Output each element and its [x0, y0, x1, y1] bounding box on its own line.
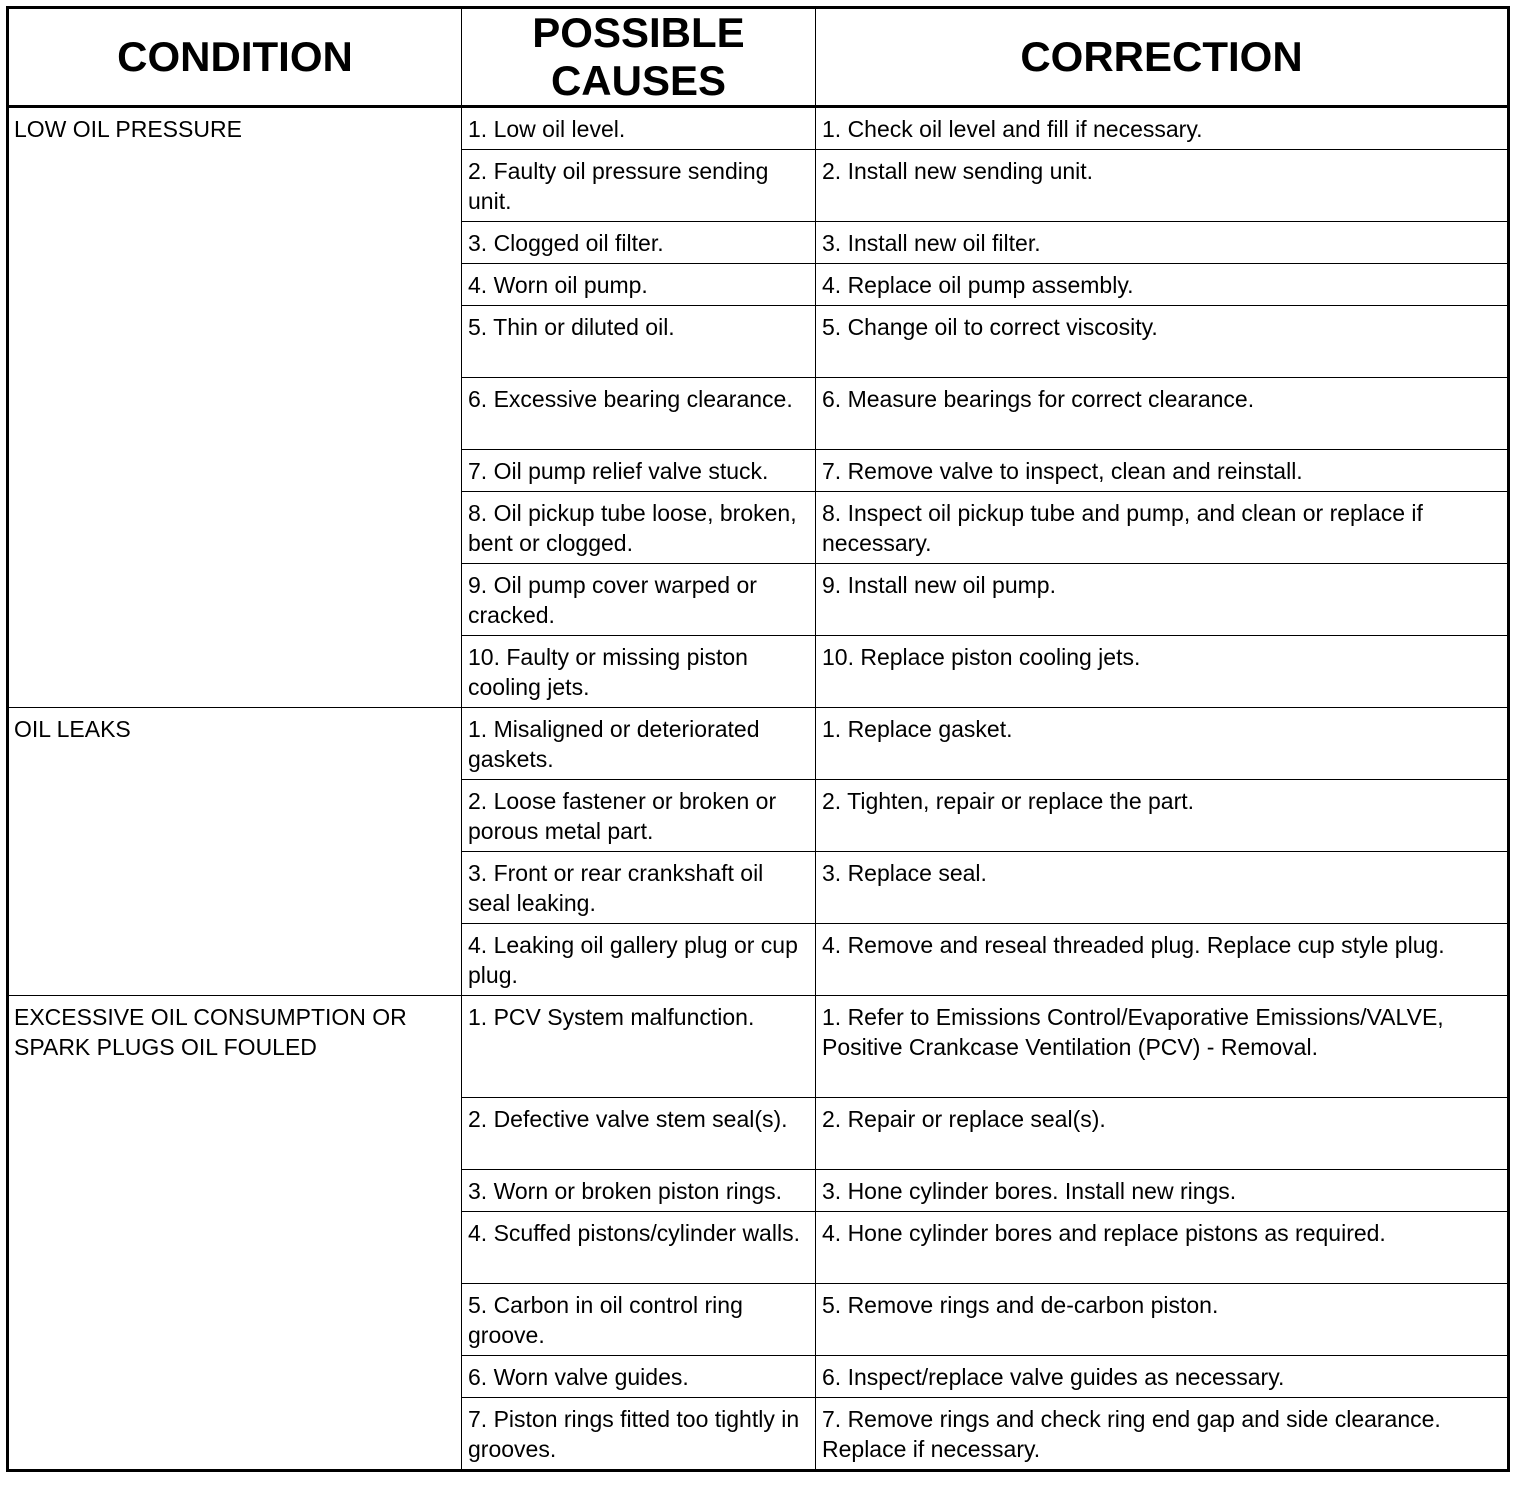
header-row: [8, 8, 1509, 107]
cause-cell: 1. PCV System malfunction.: [462, 996, 816, 1098]
correction-cell: 3. Install new oil filter.: [816, 222, 1509, 264]
header-condition: CONDITION: [8, 8, 462, 107]
cause-cell: 9. Oil pump cover warped or cracked.: [462, 564, 816, 636]
cause-cell: 4. Worn oil pump.: [462, 264, 816, 306]
correction-cell: 2. Tighten, repair or replace the part.: [816, 780, 1509, 852]
cause-cell: 8. Oil pickup tube loose, broken, bent or clogged.: [462, 492, 816, 564]
cause-cell: 2. Defective valve stem seal(s).: [462, 1098, 816, 1170]
cause-cell: 6. Worn valve guides.: [462, 1356, 816, 1398]
cause-cell: 2. Loose fastener or broken or porous metal part.: [462, 780, 816, 852]
header-correction: CORRECTION: [816, 8, 1509, 107]
cause-cell: 7. Piston rings fitted too tightly in grooves.: [462, 1398, 816, 1471]
correction-cell: 7. Remove valve to inspect, clean and reinstall.: [816, 450, 1509, 492]
cause-cell: 10. Faulty or missing piston cooling jets.: [462, 636, 816, 708]
cause-cell: 1. Misaligned or deteriorated gaskets.: [462, 708, 816, 780]
correction-cell: 6. Inspect/replace valve guides as necessary.: [816, 1356, 1509, 1398]
header-possible-causes: POSSIBLE CAUSES: [462, 8, 816, 107]
correction-cell: 2. Repair or replace seal(s).: [816, 1098, 1509, 1170]
cause-cell: 5. Thin or diluted oil.: [462, 306, 816, 378]
cause-cell: 5. Carbon in oil control ring groove.: [462, 1284, 816, 1356]
correction-cell: 1. Replace gasket.: [816, 708, 1509, 780]
correction-cell: 10. Replace piston cooling jets.: [816, 636, 1509, 708]
cause-cell: 2. Faulty oil pressure sending unit.: [462, 150, 816, 222]
cause-cell: 3. Clogged oil filter.: [462, 222, 816, 264]
correction-cell: 6. Measure bearings for correct clearance.: [816, 378, 1509, 450]
cause-cell: 3. Worn or broken piston rings.: [462, 1170, 816, 1212]
correction-cell: 4. Replace oil pump assembly.: [816, 264, 1509, 306]
condition-oil-leaks: OIL LEAKS: [8, 708, 462, 996]
correction-cell: 4. Remove and reseal threaded plug. Replace cup style plug.: [816, 924, 1509, 996]
condition-low-oil-pressure: LOW OIL PRESSURE: [8, 107, 462, 708]
correction-cell: 3. Replace seal.: [816, 852, 1509, 924]
correction-cell: 5. Remove rings and de-carbon piston.: [816, 1284, 1509, 1356]
correction-cell: 9. Install new oil pump.: [816, 564, 1509, 636]
correction-cell: 1. Refer to Emissions Control/Evaporative Emissions/VALVE, Positive Crankcase Ventilation (PCV) - Removal.: [816, 996, 1509, 1098]
table-row: [8, 708, 1509, 780]
correction-cell: 1. Check oil level and fill if necessary.: [816, 107, 1509, 150]
cause-cell: 6. Excessive bearing clearance.: [462, 378, 816, 450]
correction-cell: 4. Hone cylinder bores and replace pistons as required.: [816, 1212, 1509, 1284]
cause-cell: 1. Low oil level.: [462, 107, 816, 150]
cause-cell: 4. Scuffed pistons/cylinder walls.: [462, 1212, 816, 1284]
condition-excessive-oil-consumption: EXCESSIVE OIL CONSUMPTION OR SPARK PLUGS OIL FOULED: [8, 996, 462, 1471]
table-row: [8, 107, 1509, 150]
diagnosis-table: [6, 6, 1510, 1472]
correction-cell: 7. Remove rings and check ring end gap and side clearance. Replace if necessary.: [816, 1398, 1509, 1471]
correction-cell: 8. Inspect oil pickup tube and pump, and clean or replace if necessary.: [816, 492, 1509, 564]
table-row: [8, 996, 1509, 1098]
cause-cell: 7. Oil pump relief valve stuck.: [462, 450, 816, 492]
correction-cell: 2. Install new sending unit.: [816, 150, 1509, 222]
cause-cell: 4. Leaking oil gallery plug or cup plug.: [462, 924, 816, 996]
cause-cell: 3. Front or rear crankshaft oil seal leaking.: [462, 852, 816, 924]
correction-cell: 5. Change oil to correct viscosity.: [816, 306, 1509, 378]
correction-cell: 3. Hone cylinder bores. Install new rings.: [816, 1170, 1509, 1212]
